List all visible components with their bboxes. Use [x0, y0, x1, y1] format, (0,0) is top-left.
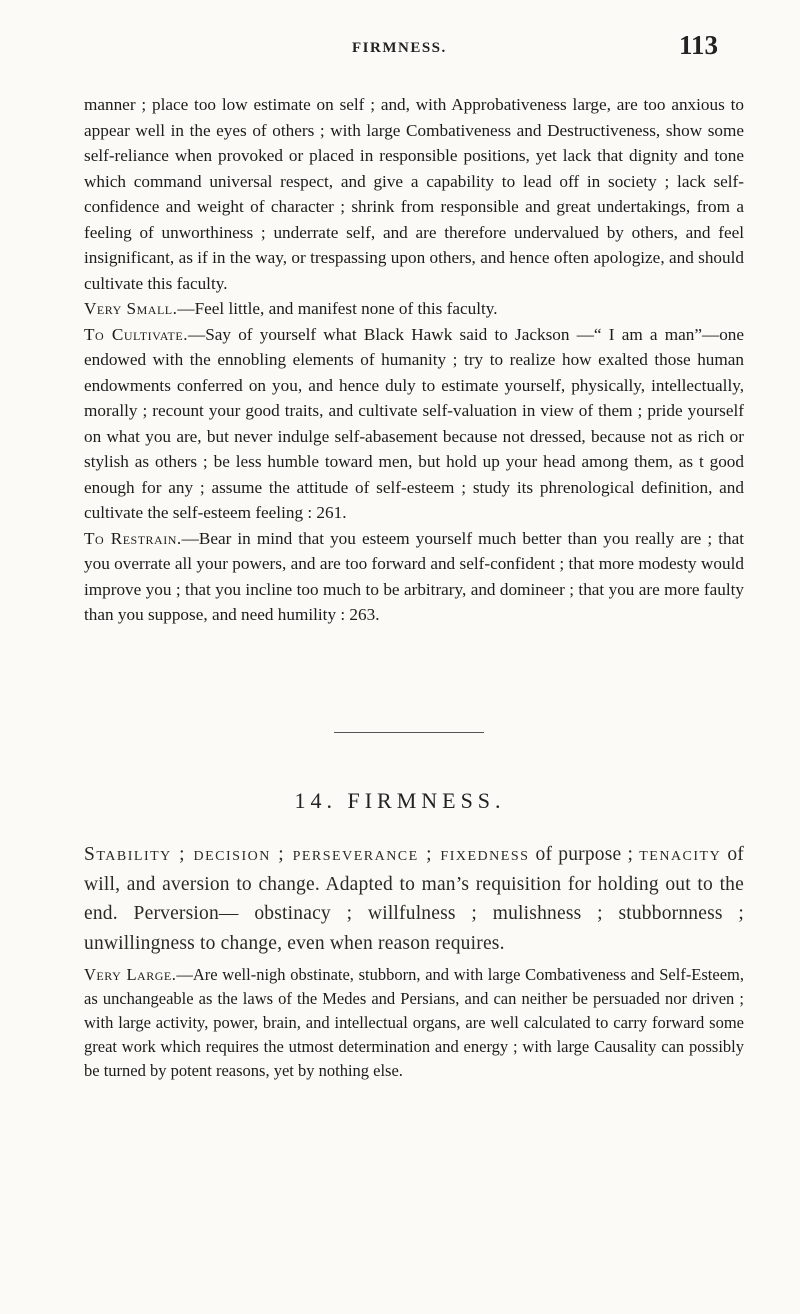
to-cultivate-label: To Cultivate.	[84, 324, 188, 344]
to-restrain-label: To Restrain.	[84, 528, 182, 548]
very-large-label: Very Large.	[84, 965, 177, 984]
very-small-text: —Feel little, and manifest none of this faculty.	[177, 299, 498, 318]
definition-label: Stability ; decision ; perseverance ; fixedness	[84, 844, 530, 865]
running-title: FIRMNESS.	[352, 40, 447, 56]
definition-text: of purpose ;	[529, 844, 640, 865]
firmness-definition	[84, 840, 744, 958]
section-divider	[334, 732, 484, 733]
to-cultivate-text: —Say of yourself what Black Hawk said to Jackson —“ I am a man”—one endowed with the ennobling elements of humanity ; try to realize how exalted those human endowments conferred on you, and hence duly to estimate yourself, physically, intellectually, morally ; recount your good traits, and cultivate self-valuation in view of them ; pride yourself on what you are, but never indulge self-abasement because not dressed, because not as rich or stylish as others ; be less humble toward men, but hold up your head among them, as t good enough for any ; assume the attitude of self-esteem ; study its phrenological definition, and cultivate the self-esteem feeling : 261.	[84, 324, 745, 522]
paragraph-to-cultivate	[84, 322, 744, 526]
paragraph-very-large	[84, 963, 744, 1083]
definition-rest: of will, and aversion to change. Adapted to man’s requisition for holding out to the end. Perversion— obstinacy ; willfulness ; mulishness ; stubbornness ; unwillingness to change, even when reason requires.	[84, 844, 744, 954]
section-heading-firmness: 14. FIRMNESS.	[294, 788, 506, 813]
page-number: 113	[678, 30, 718, 60]
to-restrain-text: —Bear in mind that you esteem yourself much better than you really are ; that you overrate all your powers, and are too forward and self-confident ; that more modesty would improve you ; that you incline too much to be arbitrary, and domineer ; that you are more faulty than you suppose, and need humility : 263.	[84, 528, 745, 624]
firmness-very-large	[84, 963, 744, 1083]
tenacity-label: tenacity	[639, 844, 722, 865]
paragraph-very-small	[84, 296, 744, 322]
very-large-text: —Are well-nigh obstinate, stubborn, and with large Combativeness and Self-Esteem, as unchangeable as the laws of the Medes and Persians, and can neither be persuaded nor driven ; with large activity, power, brain, and intellectual organs, are well calculated to carry forward some great work which requires the utmost determination and energy ; with large Causality can possibly be turned by potent reasons, yet by nothing else.	[84, 965, 744, 1080]
self-esteem-continuation	[84, 92, 744, 628]
paragraph-small-self-esteem: manner ; place too low estimate on self ; and, with Approbativeness large, are too anxious to appear well in the eyes of others ; with large Combativeness and Destructiveness, show some self-reliance when provoked or placed in responsible positions, yet lack that dignity and tone which command universal respect, and give a capability to lead off in society ; lack self-confidence and weight of character ; shrink from responsible and great undertakings, from a feeling of unworthiness ; underrate self, and are therefore undervalued by others, and feel insignificant, as if in the way, or trespassing upon others, and hence often apologize, and should cultivate this faculty.	[84, 95, 744, 293]
very-small-label: Very Small.	[84, 299, 178, 318]
paragraph-definition	[84, 840, 744, 958]
paragraph-to-restrain	[84, 526, 744, 628]
